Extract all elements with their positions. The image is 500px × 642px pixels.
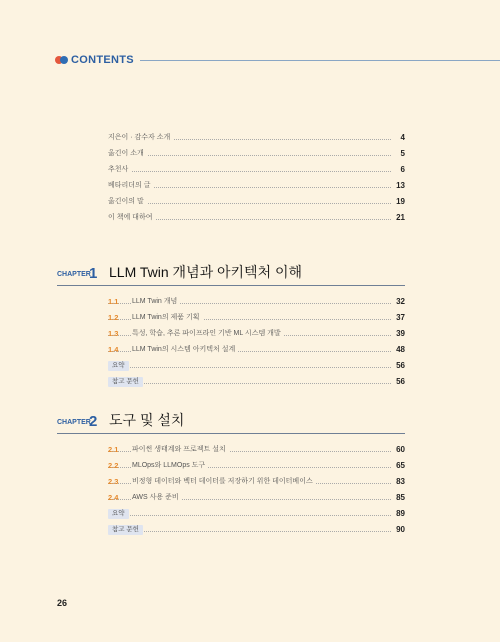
toc-entry-page: 4 — [400, 133, 405, 142]
toc-extra-page: 90 — [396, 525, 405, 534]
blue-dot-icon — [60, 56, 68, 64]
toc-entry-label: 이 책에 대하여 — [108, 212, 155, 224]
chapter-rule — [57, 285, 405, 286]
toc-entry[interactable] — [108, 196, 405, 208]
toc-entry-label: 베타리더의 글 — [108, 180, 154, 192]
toc-section[interactable] — [108, 444, 405, 456]
toc-extra-tag: 참고 문헌 — [108, 525, 143, 535]
dotted-leader — [108, 155, 391, 156]
dotted-leader — [108, 203, 391, 204]
toc-extra[interactable] — [108, 524, 405, 536]
toc-section-label: AWS 사용 준비 — [132, 492, 182, 504]
chapter-heading[interactable] — [57, 404, 405, 434]
dotted-leader — [108, 531, 391, 532]
toc-entry-label: 옮긴이의 말 — [108, 196, 147, 208]
toc-section-label: LLM Twin의 시스템 아키텍처 설계 — [132, 344, 238, 356]
toc-section-label: 비정형 데이터와 벡터 데이터를 저장하기 위한 데이터베이스 — [132, 476, 316, 488]
dotted-leader — [108, 171, 391, 172]
toc-section[interactable] — [108, 328, 405, 340]
toc-section-label: LLM Twin 개념 — [132, 296, 180, 308]
toc-extra[interactable] — [108, 508, 405, 520]
toc-entry-page: 13 — [396, 181, 405, 190]
toc-section-number: 2.2 — [108, 461, 119, 470]
toc-extra[interactable] — [108, 360, 405, 372]
chapter-title: 도구 및 설치 — [109, 412, 185, 428]
dotted-leader — [108, 515, 391, 516]
toc-section[interactable] — [108, 492, 405, 504]
toc-entry-page: 5 — [400, 149, 405, 158]
toc-section-page: 60 — [396, 445, 405, 454]
toc-extra-tag: 요약 — [108, 509, 129, 519]
toc-section-page: 65 — [396, 461, 405, 470]
chapter-title: LLM Twin 개념과 아키텍처 이해 — [109, 264, 303, 280]
toc-section-number: 1.2 — [108, 313, 119, 322]
header-rule — [140, 60, 500, 61]
toc-extra-page: 56 — [396, 361, 405, 370]
toc-section-number: 1.4 — [108, 345, 119, 354]
toc-section-label: MLOps와 LLMOps 도구 — [132, 460, 208, 472]
toc-section-page: 37 — [396, 313, 405, 322]
toc-section-label: 특성, 학습, 추론 파이프라인 기반 ML 시스템 개발 — [132, 328, 284, 340]
chapter-label: CHAPTER — [57, 271, 91, 278]
toc-entry-page: 19 — [396, 197, 405, 206]
toc-section-page: 48 — [396, 345, 405, 354]
toc-entry[interactable] — [108, 148, 405, 160]
toc-section[interactable] — [108, 296, 405, 308]
contents-title: CONTENTS — [71, 54, 134, 66]
toc-section-page: 83 — [396, 477, 405, 486]
chapter-label: CHAPTER — [57, 419, 91, 426]
toc-entry-label: 옮긴이 소개 — [108, 148, 147, 160]
dotted-leader — [108, 383, 391, 384]
toc-extra-page: 56 — [396, 377, 405, 386]
toc-extra-tag: 요약 — [108, 361, 129, 371]
toc-section[interactable] — [108, 344, 405, 356]
toc-section-number: 1.3 — [108, 329, 119, 338]
toc-section-number: 2.1 — [108, 445, 119, 454]
toc-extra-page: 89 — [396, 509, 405, 518]
toc-entry[interactable] — [108, 180, 405, 192]
toc-entry[interactable] — [108, 212, 405, 224]
toc-section-number: 2.4 — [108, 493, 119, 502]
toc-section-page: 39 — [396, 329, 405, 338]
toc-entry[interactable] — [108, 132, 405, 144]
toc-section[interactable] — [108, 476, 405, 488]
toc-section-page: 32 — [396, 297, 405, 306]
chapter-number: 1 — [89, 265, 98, 282]
chapter-heading[interactable] — [57, 256, 405, 286]
toc-section[interactable] — [108, 460, 405, 472]
toc-section-number: 2.3 — [108, 477, 119, 486]
toc-section-number: 1.1 — [108, 297, 119, 306]
toc-section-label: LLM Twin의 제품 기획 — [132, 312, 203, 324]
toc-entry-label: 추천사 — [108, 164, 131, 176]
chapter-number: 2 — [89, 413, 98, 430]
dotted-leader — [108, 367, 391, 368]
toc-section-label: 파이썬 생태계와 프로젝트 설치 — [132, 444, 229, 456]
page-number: 26 — [57, 598, 68, 608]
toc-entry-label: 지은이 · 감수자 소개 — [108, 132, 173, 144]
toc-extra-tag: 참고 문헌 — [108, 377, 143, 387]
contents-header — [55, 52, 500, 68]
toc-entry[interactable] — [108, 164, 405, 176]
toc-entry-page: 21 — [396, 213, 405, 222]
toc-section[interactable] — [108, 312, 405, 324]
chapter-rule — [57, 433, 405, 434]
toc-extra[interactable] — [108, 376, 405, 388]
toc-entry-page: 6 — [400, 165, 405, 174]
toc-section-page: 85 — [396, 493, 405, 502]
